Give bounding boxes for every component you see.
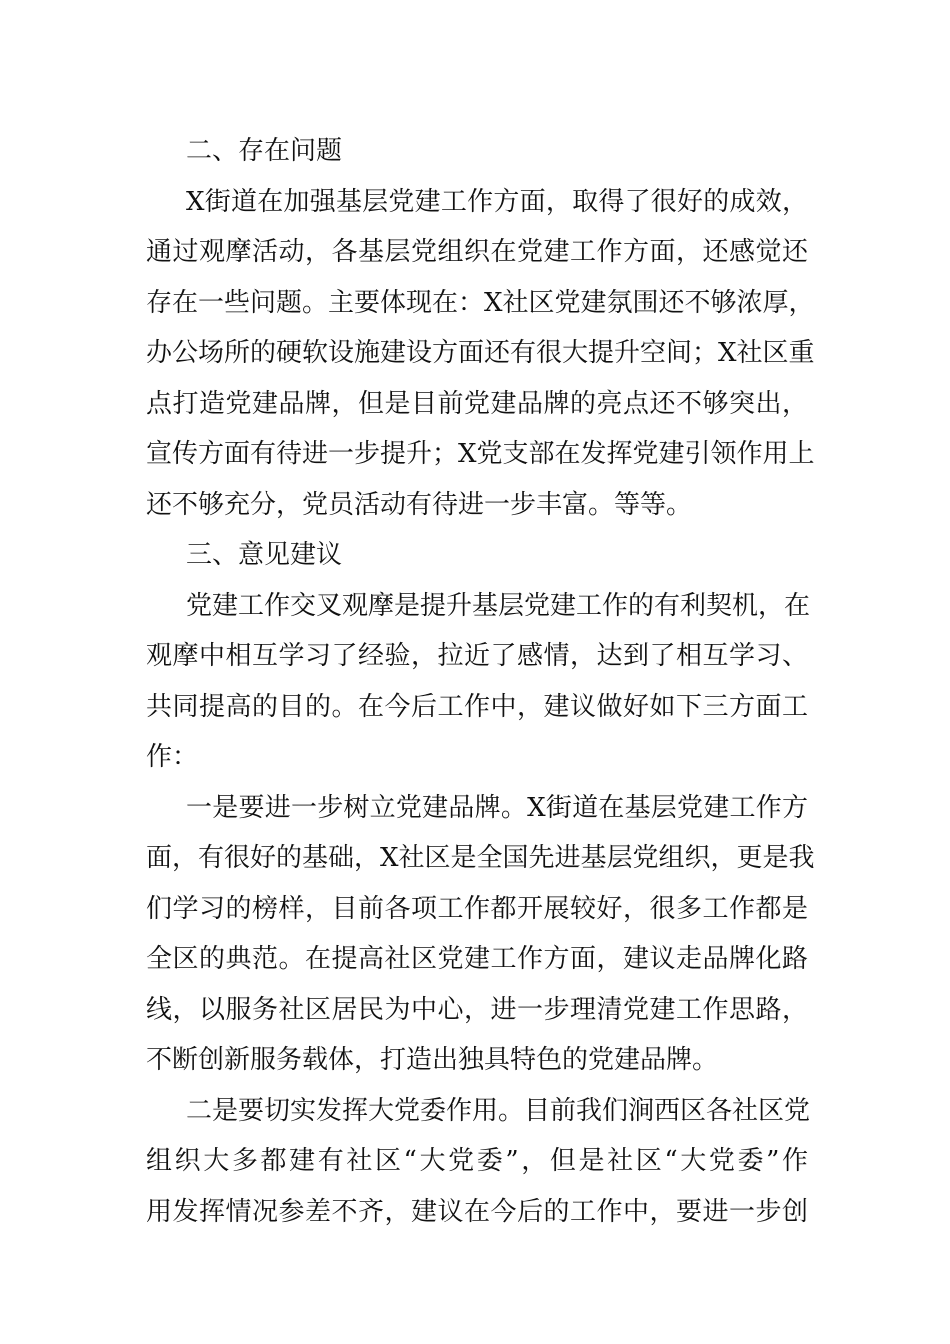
paragraph-line: 用发挥情况参差不齐，建议在今后的工作中，要进一步创 (146, 1196, 808, 1227)
paragraph-line: 还不够充分，党员活动有待进一步丰富。等等。 (146, 489, 693, 520)
paragraph-line: 党建工作交叉观摩是提升基层党建工作的有利契机，在 (186, 590, 811, 621)
paragraph-line: 们学习的榜样，目前各项工作都开展较好，很多工作都是 (146, 893, 808, 924)
paragraph-line: 宣传方面有待进一步提升；X党支部在发挥党建引领作用上 (146, 439, 815, 469)
paragraph-line: 不断创新服务载体，打造出独具特色的党建品牌。 (146, 1045, 719, 1075)
paragraph-line: 一是要进一步树立党建品牌。X街道在基层党建工作方 (186, 792, 808, 823)
paragraph-line: 线，以服务社区居民为中心，进一步理清党建工作思路， (146, 994, 808, 1025)
paragraph-line: 通过观摩活动，各基层党组织在党建工作方面，还感觉还 (146, 237, 808, 267)
paragraph-line: 二是要切实发挥大党委作用。目前我们涧西区各社区党 (186, 1095, 811, 1126)
paragraph-line: 办公场所的硬软设施建设方面还有很大提升空间；X社区重 (146, 338, 815, 368)
paragraph-line: 组织大多都建有社区“大党委”，但是社区“大党委”作 (146, 1146, 808, 1176)
paragraph-line: 作： (146, 742, 199, 772)
section-heading-suggestions: 三、意见建议 (186, 540, 343, 570)
paragraph-line: 观摩中相互学习了经验，拉近了感情，达到了相互学习、 (146, 641, 808, 671)
document-body (146, 126, 815, 1237)
section-heading-problems: 二、存在问题 (186, 136, 343, 166)
paragraph-line: 全区的典范。在提高社区党建工作方面，建议走品牌化路 (146, 944, 808, 974)
paragraph-line: 存在一些问题。主要体现在：X社区党建氛围还不够浓厚， (146, 287, 815, 318)
paragraph-line: 点打造党建品牌，但是目前党建品牌的亮点还不够突出， (146, 388, 808, 419)
paragraph-line: 共同提高的目的。在今后工作中，建议做好如下三方面工 (146, 691, 808, 722)
paragraph-line: X街道在加强基层党建工作方面，取得了很好的成效， (186, 186, 808, 217)
paragraph-line: 面，有很好的基础，X社区是全国先进基层党组织，更是我 (146, 843, 815, 873)
